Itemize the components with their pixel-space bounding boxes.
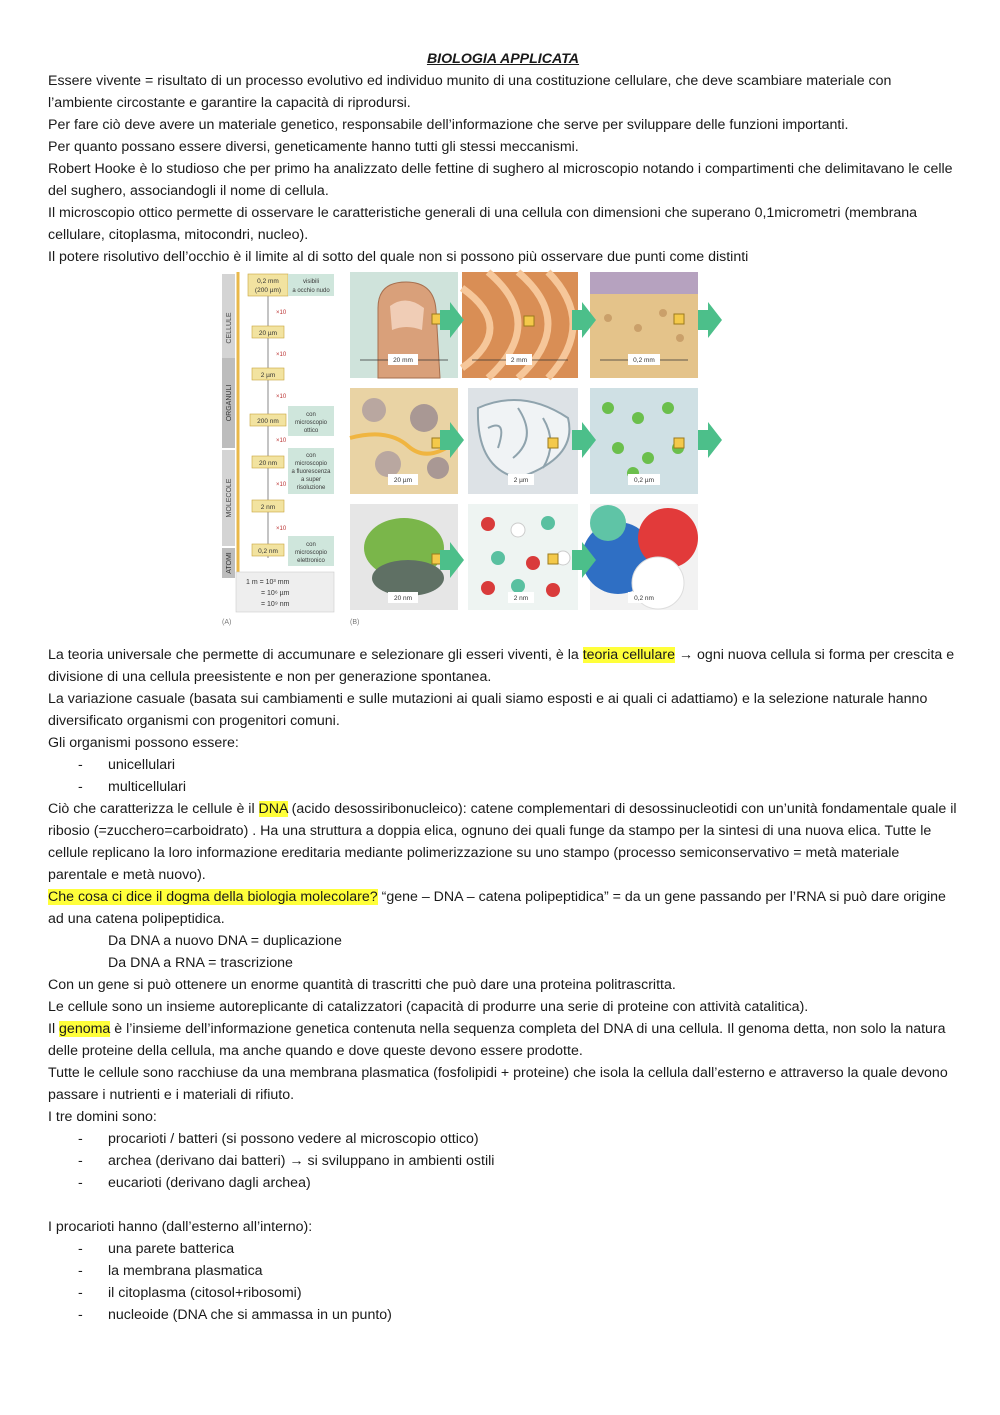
multiplier-0: ×10 — [276, 310, 287, 316]
side-label-organuli: ORGANULI — [226, 384, 233, 422]
scale-label-0-line1: 0,2 mm — [257, 278, 279, 285]
paragraph-microscopio-ottico: Il microscopio ottico permette di osservare le caratteristiche generali di una cellula con dimensioni che superano 0,1micrometri (membrana cellulare, citoplasma, mitocondri, nucleo). — [48, 205, 917, 243]
svg-text:20 µm: 20 µm — [393, 477, 413, 484]
paragraph-potere-risolutivo: Il potere risolutivo dell’occhio è il limite al di sotto del quale non si possono più osservare due punti come distinti — [48, 249, 749, 265]
svg-text:2 µm: 2 µm — [513, 477, 529, 484]
list-item-nucleoide: - nucleoide (DNA che si ammassa in un punto) — [48, 1304, 958, 1326]
highlight-genoma: genoma — [59, 1021, 111, 1037]
list-item-unicellulari: - unicellulari — [48, 754, 958, 776]
scale-label-4: 20 nm — [258, 460, 278, 467]
svg-text:risoluzione: risoluzione — [296, 485, 326, 491]
note-occhio-line2: a occhio nudo — [292, 288, 330, 294]
highlight-dna: DNA — [258, 801, 288, 817]
scale-figure — [48, 268, 958, 644]
paragraph-procarioti-intro: I procarioti hanno (dall’esterno all’interno): — [48, 1219, 313, 1235]
panel-a-label: (A) — [222, 619, 232, 626]
svg-text:2 mm: 2 mm — [510, 357, 528, 364]
svg-text:con: con — [306, 542, 316, 548]
tile-row-2 — [350, 388, 722, 494]
multiplier-5: ×10 — [276, 526, 287, 532]
document-page — [48, 48, 958, 1326]
paragraph-catalizzatori: Le cellule sono un insieme autoreplicante di catalizzatori (capacità di produrre una serie di proteine con attività catalitica). — [48, 999, 809, 1015]
list-item-citoplasma: - il citoplasma (citosol+ribosomi) — [48, 1282, 958, 1304]
side-label-molecole: MOLECOLE — [226, 478, 233, 518]
svg-text:a super: a super — [300, 477, 322, 483]
scale-label-2: 2 µm — [260, 372, 276, 379]
blank-line — [48, 1194, 958, 1216]
highlight-dogma: Che cosa ci dice il dogma della biologia molecolare? — [48, 889, 378, 905]
panel-b-label: (B) — [350, 619, 360, 626]
svg-text:20 nm: 20 nm — [393, 595, 413, 602]
paragraph-domini-intro: I tre domini sono: — [48, 1109, 157, 1125]
scale-figure-svg — [48, 268, 958, 644]
paragraph-meccanismi: Per quanto possano essere diversi, geneticamente hanno tutti gli stessi meccanismi. — [48, 139, 579, 155]
scale-column — [238, 272, 288, 608]
svg-text:2 nm: 2 nm — [513, 595, 529, 602]
side-label-cellule: CELLULE — [226, 312, 233, 344]
scale-label-3: 200 nm — [257, 418, 279, 425]
list-item-multicellulari: - multicellulari — [48, 776, 958, 798]
svg-text:elettronico: elettronico — [297, 558, 325, 564]
svg-text:ottico: ottico — [303, 428, 319, 434]
svg-text:0,2 nm: 0,2 nm — [634, 595, 654, 602]
svg-text:0,2 mm: 0,2 mm — [633, 357, 655, 364]
side-label-atomi: ATOMI — [226, 552, 233, 574]
list-item-procarioti: - procarioti / batteri (si possono vedere al microscopio ottico) — [48, 1128, 958, 1150]
scale-label-6: 0,2 nm — [258, 548, 278, 555]
scale-label-0-line2: (200 µm) — [254, 287, 282, 294]
svg-text:con: con — [306, 412, 316, 418]
note-occhio-line1: visibili — [302, 279, 320, 285]
list-item-membrana: - la membrana plasmatica — [48, 1260, 958, 1282]
conversion-line-2: = 10⁹ nm — [261, 601, 290, 608]
highlight-teoria-cellulare: teoria cellulare — [582, 647, 675, 663]
paragraph-essere-vivente: Essere vivente = risultato di un processo evolutivo ed individuo munito di una costituzione cellulare, che deve scambiare materiale con l’ambiente circostante e garantire la capacità di riprodursi. — [48, 73, 892, 111]
svg-text:con: con — [306, 453, 316, 459]
svg-text:20 mm: 20 mm — [393, 357, 413, 364]
svg-text:0,2 µm: 0,2 µm — [633, 477, 655, 484]
list-item-parete: - una parete batterica — [48, 1238, 958, 1260]
svg-text:microscopio: microscopio — [294, 550, 328, 556]
conversion-line-0: 1 m = 10³ mm — [246, 579, 290, 586]
multiplier-4: ×10 — [276, 482, 287, 488]
tile-row-1 — [350, 272, 722, 378]
conversion-line-1: = 10⁶ µm — [261, 590, 290, 597]
paragraph-gene: Con un gene si può ottenere un enorme quantità di trascritti che può dare una proteina politrascritta. — [48, 977, 676, 993]
list-item-eucarioti: - eucarioti (derivano dagli archea) — [48, 1172, 958, 1194]
side-labels — [222, 274, 235, 578]
document-title: BIOLOGIA APPLICATA — [426, 51, 580, 67]
paragraph-genoma: Il genoma è l’insieme dell’informazione genetica contenuta nella sequenza completa del DNA di una cellula. Il genoma detta, non solo la natura delle proteine della cellula, ma anche quando e dove queste devono essere prodotte. — [48, 1021, 946, 1059]
scale-label-1: 20 µm — [258, 330, 278, 337]
multiplier-2: ×10 — [276, 394, 287, 400]
paragraph-organismi-intro: Gli organismi possono essere: — [48, 735, 239, 751]
multiplier-1: ×10 — [276, 352, 287, 358]
conversion-box — [236, 572, 334, 612]
list-item-archea: - archea (derivano dai batteri) → si sviluppano in ambienti ostili — [48, 1150, 958, 1172]
svg-text:microscopio: microscopio — [294, 420, 328, 426]
svg-text:microscopio: microscopio — [294, 461, 328, 467]
paragraph-dogma: Che cosa ci dice il dogma della biologia molecolare? “gene – DNA – catena polipeptidica” = da un gene passando per l’RNA si può dare origine ad una catena polipeptidica. — [48, 889, 946, 927]
scale-label-5: 2 nm — [260, 504, 276, 511]
paragraph-teoria-cellulare: La teoria universale che permette di accumunare e selezionare gli esseri viventi, è la teoria cellulare → ogni nuova cellula si forma per crescita e divisione di una cellula preesistente e non per generazione spontanea. — [48, 647, 955, 685]
paragraph-dna: Ciò che caratterizza le cellule è il DNA (acido desossiribonucleico): catene complementari di desossinucleotidi con un’unità fondamentale quale il ribosio (=zucchero=carboidrato) . Ha una struttura a doppia elica, ognuno dei quali funge da stampo per la sintesi di una nuova elica. Tutte le cellule replicano la loro informazione ereditaria mediante polimerizzazione su uno stampo (processo semiconservativo = metà materiale parentale e metà nuovo). — [48, 801, 957, 883]
svg-text:a fluorescenza: a fluorescenza — [291, 469, 331, 475]
paragraph-robert-hooke: Robert Hooke è lo studioso che per primo ha analizzato delle fettine di sughero al microscopio notando i compartimenti che delimitavano le celle del sughero, associandogli il nome di cellula. — [48, 161, 953, 199]
notes-column — [288, 274, 334, 566]
paragraph-membrana: Tutte le cellule sono racchiuse da una membrana plasmatica (fosfolipidi + proteine) che isola la cellula dall’esterno e attraverso la quale devono passare i nutrienti e i materiali di rifiuto. — [48, 1065, 948, 1103]
paragraph-variazione: La variazione casuale (basata sui cambiamenti e sulle mutazioni ai quali siamo esposti e ai quali ci adattiamo) e la selezione naturale hanno diversificato organismi con progenitori comuni. — [48, 691, 928, 729]
dogma-item-trascrizione: Da DNA a RNA = trascrizione — [108, 955, 293, 971]
paragraph-materiale-genetico: Per fare ciò deve avere un materiale genetico, responsabile dell’informazione che serve per sviluppare delle funzioni importanti. — [48, 117, 849, 133]
tile-row-3 — [350, 504, 698, 610]
dogma-item-duplicazione: Da DNA a nuovo DNA = duplicazione — [108, 933, 342, 949]
multiplier-3: ×10 — [276, 438, 287, 444]
